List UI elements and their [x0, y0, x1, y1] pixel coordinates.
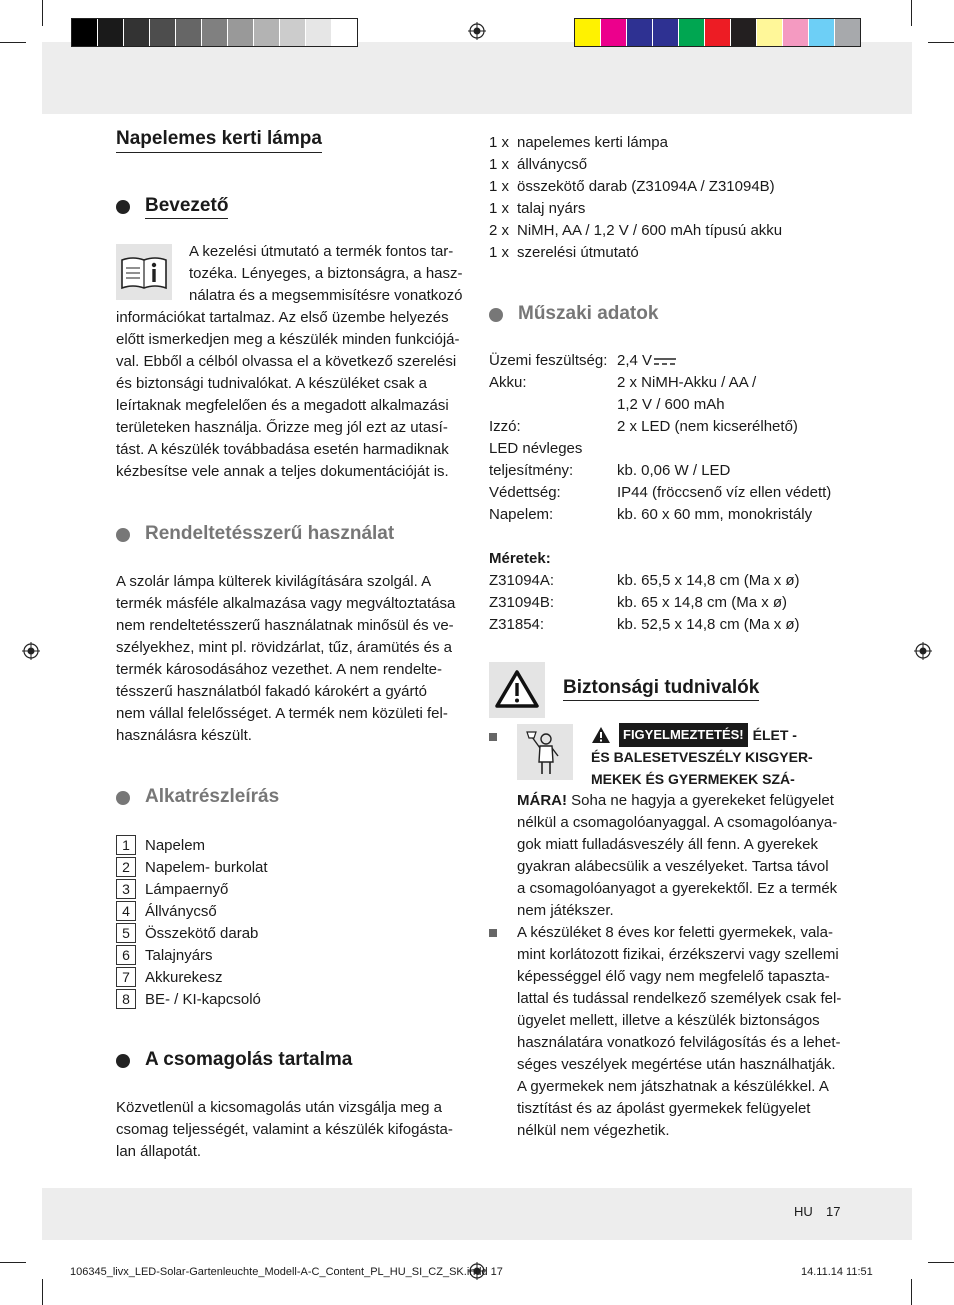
intro-text-line: A kezelési útmutató a termék fontos tar-	[189, 243, 454, 260]
usage-text-line: termék másféle alkalmazása vagy megváltoztatása	[116, 595, 456, 612]
list-item	[116, 856, 268, 878]
warning-paragraph: nélkül a csomagolóanyaggal. A csomagolóanya- gok miatt fulladásveszély áll fenn. A gyerekek gyakran alábecsülik a veszélyeket. Tartsa távol a csomagolóanyagot a gyerekektől. Ez a termék nem játékszer.	[517, 814, 838, 919]
warning-label: FIGYELMEZTETÉS!	[619, 723, 748, 747]
usage-text-line: termék károsodásához vezethet. A nem rendelte-	[116, 661, 443, 678]
color-swatch	[679, 19, 705, 46]
list-item	[116, 988, 268, 1010]
crop-mark	[928, 42, 954, 43]
intro-text-line: kézbesítse vele annak a teljes dokumentációját is.	[116, 463, 449, 480]
page-title: Napelemes kerti lámpa	[116, 128, 322, 153]
package-paragraph	[116, 1097, 453, 1163]
color-swatch	[757, 19, 783, 46]
info-book-icon	[116, 244, 172, 300]
color-swatch	[731, 19, 757, 46]
intro-text-line: val. Ebből a célból olvassa el a következő szerelési	[116, 353, 457, 370]
list-item: 1 x szerelési útmutató	[489, 244, 639, 261]
color-swatch	[124, 19, 150, 46]
color-swatch	[254, 19, 280, 46]
intro-text-line: tozéka. Lényeges, a biztonságra, a hasz-	[189, 265, 463, 282]
crop-mark	[928, 1262, 954, 1263]
table-row: Védettség: IP44 (fröccsenő víz ellen védett)	[489, 484, 832, 501]
color-swatch	[783, 19, 809, 46]
part-label: Lámpaernyő	[145, 880, 229, 898]
color-swatch	[809, 19, 835, 46]
usage-text-line: A szolár lámpa külterek kivilágítására szolgál. A	[116, 573, 432, 590]
color-swatch	[653, 19, 679, 46]
bullet-square-icon	[489, 929, 497, 937]
crop-mark	[0, 1262, 26, 1263]
part-number: 5	[116, 923, 136, 943]
process-color-bar	[574, 18, 861, 47]
parts-list	[116, 834, 268, 1010]
color-swatch	[72, 19, 98, 46]
grayscale-color-bar	[71, 18, 358, 47]
section-heading-parts: Alkatrészleírás	[116, 786, 279, 809]
color-swatch	[835, 19, 860, 46]
table-row: Üzemi feszültség: 2,4 V	[489, 350, 831, 372]
part-label: Napelem- burkolat	[145, 858, 268, 876]
registration-mark-icon	[22, 642, 40, 660]
intro-text-line: nálatra és a megsemmisítésre vonatkozó	[189, 287, 463, 304]
dc-current-icon	[654, 356, 676, 368]
color-swatch	[280, 19, 306, 46]
bullet-dot-icon	[116, 791, 130, 805]
safety-paragraph: A készüléket 8 éves kor feletti gyermekek, vala- mint korlátozott fizikai, érzékszervi vagy szellemi képességgel élő vagy nem megfelelő tapaszta- lattal és tudással rendelkező személyek csak fel- ügyelet mellett, illetve a készülék biztonságos használatára vonatkozó felvilágosítás és a lehet- séges veszélyek megértése után használhatják. A gyermekek nem játszhatnak a készülékkel. A tisztítást és az ápolást gyermekek felügyelet nélkül nem végezhetik.	[517, 924, 842, 1139]
page-language: HU	[794, 1204, 813, 1219]
usage-text-line: használásra készült.	[116, 727, 252, 744]
dimensions-heading: Méretek:	[489, 550, 551, 567]
color-swatch	[98, 19, 124, 46]
warning-triangle-icon	[591, 726, 611, 744]
usage-text-line: tésszerű használatból fakadó károkért a gyártó	[116, 683, 428, 700]
usage-text-line: szélyekhez, mint pl. rövidzárlat, tűz, áramütés és a	[116, 639, 452, 656]
intro-text-line: területeken használja. Őrizze meg jól ezt az utasí-	[116, 419, 448, 436]
color-swatch	[228, 19, 254, 46]
table-row: Akku: 2 x NiMH-Akku / AA /	[489, 374, 757, 391]
usage-paragraph	[116, 571, 455, 747]
crop-mark	[911, 0, 912, 26]
print-slug-date: 14.11.14 11:51	[801, 1266, 873, 1278]
list-item	[116, 944, 268, 966]
bullet-dot-icon	[116, 200, 130, 214]
part-number: 8	[116, 989, 136, 1009]
table-row: teljesítmény: kb. 0,06 W / LED	[489, 462, 731, 479]
part-label: Összekötő darab	[145, 924, 259, 942]
part-label: Napelem	[145, 836, 206, 854]
package-text-line: Közvetlenül a kicsomagolás után vizsgálja meg a	[116, 1099, 443, 1116]
package-contents-list	[489, 132, 782, 264]
section-heading-usage: Rendeltetésszerű használat	[116, 523, 394, 546]
package-text-line: csomag teljességét, valamint a készülék kifogásta-	[116, 1121, 453, 1138]
specs-table	[489, 350, 831, 636]
usage-text-line: nem vállal felelősséget. A termék nem közületi fel-	[116, 705, 448, 722]
registration-mark-icon	[914, 642, 932, 660]
part-label: BE- / KI-kapcsoló	[145, 990, 261, 1008]
list-item: 2 x NiMH, AA / 1,2 V / 600 mAh típusú akku	[489, 222, 783, 239]
crop-mark	[911, 1279, 912, 1305]
part-number: 4	[116, 901, 136, 921]
part-label: Akkurekesz	[145, 968, 223, 986]
warning-heading: FIGYELMEZTETÉS! ÉLET - ÉS BALESETVESZÉLY KISGYER- MEKEK ÉS GYERMEKEK SZÁ-	[591, 724, 813, 790]
color-swatch	[627, 19, 653, 46]
table-row: Z31094A: kb. 65,5 x 14,8 cm (Ma x ø)	[489, 572, 800, 589]
warning-triangle-icon	[489, 662, 545, 718]
header-band	[42, 42, 912, 114]
table-row: 1,2 V / 600 mAh	[617, 396, 725, 413]
list-item: 1 x összekötő darab (Z31094A / Z31094B)	[489, 178, 775, 195]
part-number: 1	[116, 835, 136, 855]
crop-mark	[42, 1279, 43, 1305]
intro-text-line: előtt ismerkedjen meg a készülék minden funkciójá-	[116, 331, 460, 348]
list-item	[116, 922, 268, 944]
list-item: 1 x napelemes kerti lámpa	[489, 134, 668, 151]
bullet-dot-icon	[489, 308, 503, 322]
color-swatch	[332, 19, 357, 46]
list-item	[116, 966, 268, 988]
list-item: 1 x állványcső	[489, 156, 588, 173]
color-swatch	[705, 19, 731, 46]
color-swatch	[575, 19, 601, 46]
part-number: 7	[116, 967, 136, 987]
part-label: Talajnyárs	[145, 946, 213, 964]
part-label: Állványcső	[145, 902, 217, 920]
intro-text-line: információkat tartalmaz. Az első üzembe helyezés	[116, 309, 449, 326]
bullet-dot-icon	[116, 1054, 130, 1068]
list-item: 1 x talaj nyárs	[489, 200, 586, 217]
section-heading-intro: Bevezető	[116, 195, 228, 219]
color-swatch	[150, 19, 176, 46]
bullet-dot-icon	[116, 528, 130, 542]
page-number: 17	[826, 1204, 841, 1219]
list-item	[116, 878, 268, 900]
footer-band	[42, 1188, 912, 1240]
part-number: 3	[116, 879, 136, 899]
registration-mark-icon	[468, 22, 486, 40]
table-row: LED névleges	[489, 440, 583, 457]
crop-mark	[0, 42, 26, 43]
section-heading-safety: Biztonsági tudnivalók	[563, 677, 759, 701]
intro-text-line: tást. A készülék továbbadása esetén harmadiknak	[116, 441, 449, 458]
list-item	[116, 834, 268, 856]
color-swatch	[601, 19, 627, 46]
intro-text-line: leírtaknak megfelelően és a megadott alkalmazási	[116, 397, 449, 414]
table-row: Z31094B: kb. 65 x 14,8 cm (Ma x ø)	[489, 594, 788, 611]
bullet-square-icon	[489, 733, 497, 741]
color-swatch	[306, 19, 332, 46]
print-slug-filename: 106345_livx_LED-Solar-Gartenleuchte_Modell-A-C_Content_PL_HU_SI_CZ_SK.indd 17	[70, 1266, 503, 1278]
warning-text-line: MÁRA! Soha ne hagyja a gyerekeket felügyelet	[517, 792, 834, 809]
crop-mark	[42, 0, 43, 26]
usage-text-line: nem rendeltetésszerű használatnak minősül és ve-	[116, 617, 454, 634]
package-text-line: lan állapotát.	[116, 1143, 202, 1160]
section-heading-specs: Műszaki adatok	[489, 303, 658, 326]
list-item	[116, 900, 268, 922]
table-row: Napelem: kb. 60 x 60 mm, monokristály	[489, 506, 813, 523]
color-swatch	[202, 19, 228, 46]
table-row: Izzó: 2 x LED (nem kicserélhető)	[489, 418, 798, 435]
color-swatch	[176, 19, 202, 46]
intro-text-line: és biztonsági tudnivalókat. A készüléket csak a	[116, 375, 428, 392]
child-warning-icon	[517, 724, 573, 780]
section-heading-package: A csomagolás tartalma	[116, 1049, 352, 1072]
part-number: 2	[116, 857, 136, 877]
part-number: 6	[116, 945, 136, 965]
table-row: Z31854: kb. 52,5 x 14,8 cm (Ma x ø)	[489, 616, 800, 633]
